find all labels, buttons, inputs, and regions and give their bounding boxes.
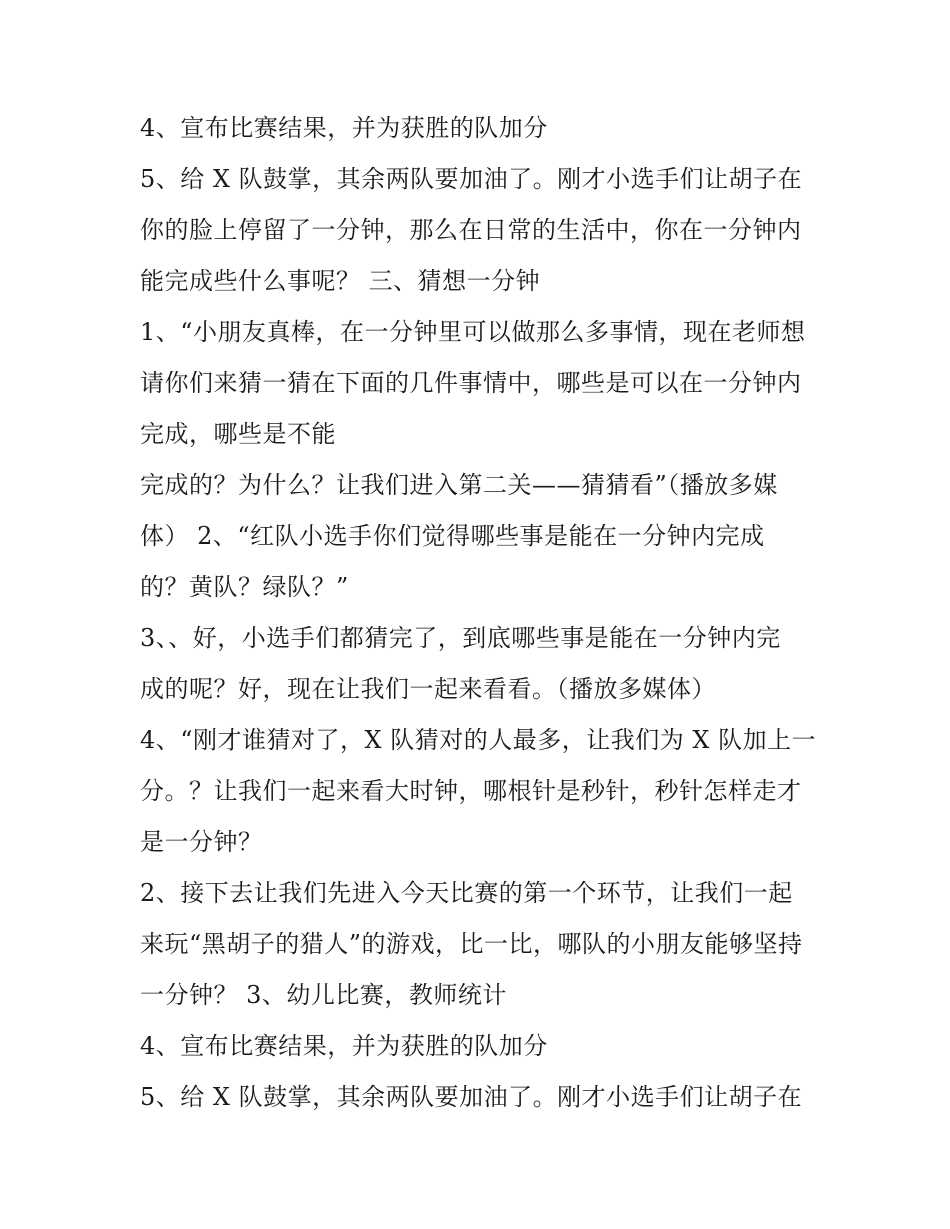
text-line: 5、给 X 队鼓掌，其余两队要加油了。刚才小选手们让胡子在 [140, 165, 803, 193]
text-line: 完成的？为什么？让我们进入第二关——猜猜看”（播放多媒 [140, 471, 778, 499]
text-line: 体） 2、“红队小选手你们觉得哪些事是能在一分钟内完成 [140, 522, 765, 550]
text-line: 能完成些什么事呢？ 三、猜想一分钟 [140, 267, 541, 295]
text-line: 4、宣布比赛结果，并为获胜的队加分 [140, 114, 548, 142]
text-line: 1、“小朋友真棒，在一分钟里可以做那么多事情，现在老师想 [140, 318, 806, 346]
text-line: 你的脸上停留了一分钟，那么在日常的生活中，你在一分钟内 [140, 216, 802, 244]
text-line: 一分钟？ 3、幼儿比赛，教师统计 [140, 981, 507, 1009]
text-line: 4、宣布比赛结果，并为获胜的队加分 [140, 1032, 548, 1060]
text-line: 5、给 X 队鼓掌，其余两队要加油了。刚才小选手们让胡子在 [140, 1083, 803, 1111]
text-line: 4、“刚才谁猜对了，X 队猜对的人最多，让我们为 X 队加上一 [140, 726, 817, 754]
text-line: 来玩“黑胡子的猎人”的游戏，比一比，哪队的小朋友能够坚持 [140, 930, 803, 958]
text-line: 3、、好，小选手们都猜完了，到底哪些事是能在一分钟内完 [140, 624, 781, 652]
text-line: 完成，哪些是不能 [140, 420, 336, 448]
text-line: 分。？让我们一起来看大时钟，哪根针是秒针，秒针怎样走才 [140, 777, 802, 805]
text-line: 成的呢？好，现在让我们一起来看看。（播放多媒体） [140, 675, 716, 703]
text-line: 的？黄队？绿队？” [140, 573, 349, 601]
text-line: 请你们来猜一猜在下面的几件事情中，哪些是可以在一分钟内 [140, 369, 802, 397]
text-line: 2、接下去让我们先进入今天比赛的第一个环节，让我们一起 [140, 879, 793, 907]
text-line: 是一分钟？ [140, 828, 263, 856]
